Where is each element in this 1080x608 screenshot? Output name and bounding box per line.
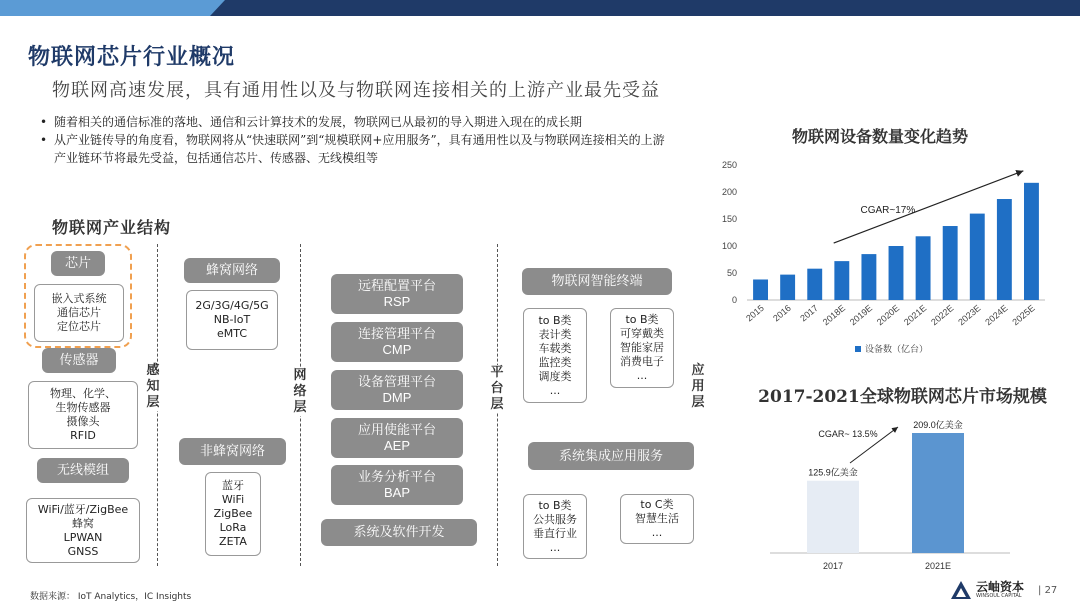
noncellular-item: 蓝牙 [222, 479, 244, 492]
company-logo [950, 578, 1030, 602]
x-tick-label: 2015 [744, 302, 766, 324]
platform-layer-label [489, 365, 505, 413]
bar [807, 481, 859, 553]
sensor-item: 生物传感器 [55, 401, 111, 414]
platform-item-en: AEP [383, 438, 410, 453]
tob2-item: 公共服务 [533, 512, 577, 526]
y-tick-label: 0 [731, 295, 737, 305]
system-software-label [321, 519, 477, 546]
source-note: 数据来源： IoT Analytics，IC Insights [30, 592, 192, 602]
module-item: GNSS [67, 544, 99, 558]
chip-market-bar-chart [770, 405, 1010, 577]
toc2-items-box [620, 494, 694, 544]
toc2-item: ... [651, 526, 663, 539]
noncellular-item: WiFi [221, 493, 245, 506]
network-layer-label [292, 368, 308, 416]
system-software-text: 系统及软件开发 [353, 525, 445, 540]
tob2-items-box [523, 494, 587, 559]
chip-items-box [34, 284, 124, 342]
tob2-item: ... [549, 540, 561, 554]
tob-item: 调度类 [538, 369, 572, 383]
smart-terminal-label [522, 268, 672, 295]
sensor-item: RFID [70, 429, 96, 442]
bar [1024, 183, 1039, 300]
application-layer-label [690, 363, 706, 411]
tob-item: 车载类 [538, 341, 572, 355]
perception-layer-text: 感 知 层 [146, 363, 160, 410]
chip-item: 定位芯片 [57, 320, 101, 333]
cagr-annotation: CGAR~17% [860, 205, 916, 216]
bar [916, 236, 931, 300]
platform-layer-text: 平 台 层 [490, 365, 504, 412]
bullet-item: • 从产业链传导的角度看，物联网将从“快速联网”到“规模联网+应用服务”，具有通用性以及与物联网连接相关的上游产业链环节将最先受益，包括通信芯片、传感器、无线模组等 [40, 131, 665, 167]
bar [834, 261, 849, 300]
platform-item-dmp [331, 370, 463, 410]
platform-item-cn: 设备管理平台 [357, 375, 436, 390]
noncellular-item: ZETA [219, 535, 247, 548]
structure-title: 物联网产业结构 [52, 218, 172, 237]
x-tick-label: 2017 [798, 302, 821, 324]
cagr-annotation: CGAR~ 13.5% [818, 429, 878, 439]
bar [780, 275, 795, 300]
bullet-item: • 随着相关的通信标准的落地、通信和云计算技术的发展，物联网已从最初的导入期进入现在的成长期 [40, 113, 665, 131]
tob2-item: 垂直行业 [533, 526, 577, 540]
noncellular-item: LoRa [219, 521, 247, 534]
platform-item-bap [331, 465, 463, 505]
x-tick-label: 2018E [820, 302, 848, 328]
logo-mark-icon [950, 580, 972, 600]
top-banner-light [0, 0, 225, 16]
toc-items-box [610, 308, 674, 388]
tob-item: 监控类 [538, 355, 572, 369]
page-title: 物联网芯片行业概况 [28, 44, 236, 70]
perception-layer-label [145, 363, 161, 411]
bar [807, 269, 822, 300]
x-tick-label: 2023E [956, 302, 983, 328]
platform-item-cmp [331, 322, 463, 362]
sensor-label-text: 传感器 [59, 353, 99, 368]
page-number-text: 27 [1044, 585, 1058, 596]
chart1-title: 物联网设备数量变化趋势 [791, 127, 968, 146]
sensor-label [42, 348, 116, 373]
toc-item: to B类 [625, 313, 659, 326]
cellular-item: eMTC [216, 327, 247, 340]
y-tick-label: 100 [721, 241, 737, 251]
sensor-item: 摄像头 [66, 415, 100, 428]
tob-item: 表计类 [538, 327, 572, 341]
x-tick-label: 2024E [983, 302, 1010, 328]
x-tick-label: 2021E [902, 302, 929, 328]
sensor-items-box [28, 381, 138, 449]
module-label [37, 458, 129, 483]
system-integration-label [528, 442, 694, 470]
data-label: 209.0亿美金 [913, 420, 963, 430]
smart-terminal-text: 物联网智能终端 [551, 274, 643, 289]
sensor-item: 物理、化学、 [50, 387, 116, 400]
tob-item: to B类 [538, 313, 572, 327]
top-banner [0, 0, 1080, 16]
bullet-list [40, 113, 665, 167]
platform-item-cn: 业务分析平台 [357, 470, 436, 485]
page-number: | 27 [1038, 585, 1058, 596]
chip-item: 嵌入式系统 [51, 292, 107, 305]
noncellular-label [179, 438, 286, 465]
chip-item: 通信芯片 [57, 306, 101, 319]
chip-label-text: 芯片 [64, 256, 91, 271]
bar [861, 254, 876, 300]
y-tick-label: 50 [726, 268, 737, 278]
cellular-item: 2G/3G/4G/5G [195, 299, 269, 312]
toc-item: ... [636, 369, 648, 382]
platform-item-cn: 连接管理平台 [357, 327, 436, 342]
x-tick-label: 2019E [847, 302, 875, 328]
cellular-items-box [186, 290, 278, 350]
toc2-item: to C类 [640, 498, 674, 511]
chart2-title: 2017-2021全球物联网芯片市场规模 [758, 387, 1047, 407]
tob-items-box [523, 308, 587, 403]
x-tick-label: 2020E [874, 302, 902, 328]
application-layer-text: 应 用 层 [691, 363, 705, 410]
system-integration-text: 系统集成应用服务 [558, 448, 663, 464]
toc-item: 消费电子 [620, 355, 664, 368]
platform-item-en: BAP [383, 485, 410, 500]
module-item: LPWAN [63, 530, 103, 544]
toc-item: 智能家居 [620, 341, 664, 354]
x-tick-label: 2025E [1010, 302, 1037, 328]
x-tick-label: 2016 [771, 302, 793, 324]
noncellular-items-box [205, 472, 261, 556]
cellular-item: NB-IoT [213, 313, 251, 326]
noncellular-item: ZigBee [213, 507, 253, 520]
module-label-text: 无线模组 [56, 463, 109, 478]
top-banner-dark [210, 0, 1080, 16]
platform-item-en: DMP [382, 390, 412, 405]
page-subtitle: 物联网高速发展，具有通用性以及与物联网连接相关的上游产业最先受益 [52, 80, 660, 101]
cellular-label [184, 258, 280, 283]
bar [753, 279, 768, 300]
platform-item-en: CMP [382, 342, 412, 357]
x-tick-label: 2017 [822, 561, 844, 571]
module-item: WiFi/蓝牙/ZigBee [37, 502, 129, 516]
bar [943, 226, 958, 300]
platform-item-cn: 远程配置平台 [357, 279, 436, 294]
tob2-item: to B类 [538, 498, 572, 512]
platform-item-rsp [331, 274, 463, 314]
platform-item-en: RSP [383, 294, 411, 309]
chip-label [51, 251, 105, 276]
logo-text-cn: 云岫资本 [976, 580, 1025, 594]
toc2-item: 智慧生活 [635, 512, 679, 525]
data-label: 125.9亿美金 [808, 467, 858, 478]
toc-item: 可穿戴类 [620, 327, 664, 340]
bar [912, 433, 964, 553]
x-tick-label: 2021E [924, 561, 952, 571]
network-layer-text: 网 络 层 [293, 368, 307, 415]
bar [889, 246, 904, 300]
y-tick-label: 200 [721, 187, 737, 197]
y-tick-label: 250 [721, 160, 737, 170]
legend-label: 设备数（亿台） [865, 344, 929, 354]
module-items-box [26, 498, 140, 563]
tob-item: ... [549, 383, 561, 397]
platform-item-cn: 应用使能平台 [357, 423, 436, 438]
x-tick-label: 2022E [929, 302, 956, 328]
cellular-label-text: 蜂窝网络 [205, 263, 258, 278]
module-item: 蜂窝 [72, 516, 94, 530]
bar [970, 214, 985, 300]
legend-swatch [855, 346, 861, 352]
device-count-bar-chart [700, 150, 1070, 370]
bar [997, 199, 1012, 300]
platform-item-aep [331, 418, 463, 458]
y-tick-label: 150 [721, 214, 737, 224]
noncellular-label-text: 非蜂窝网络 [199, 444, 265, 459]
logo-text-en: WINSOUL CAPITAL [976, 593, 1022, 599]
